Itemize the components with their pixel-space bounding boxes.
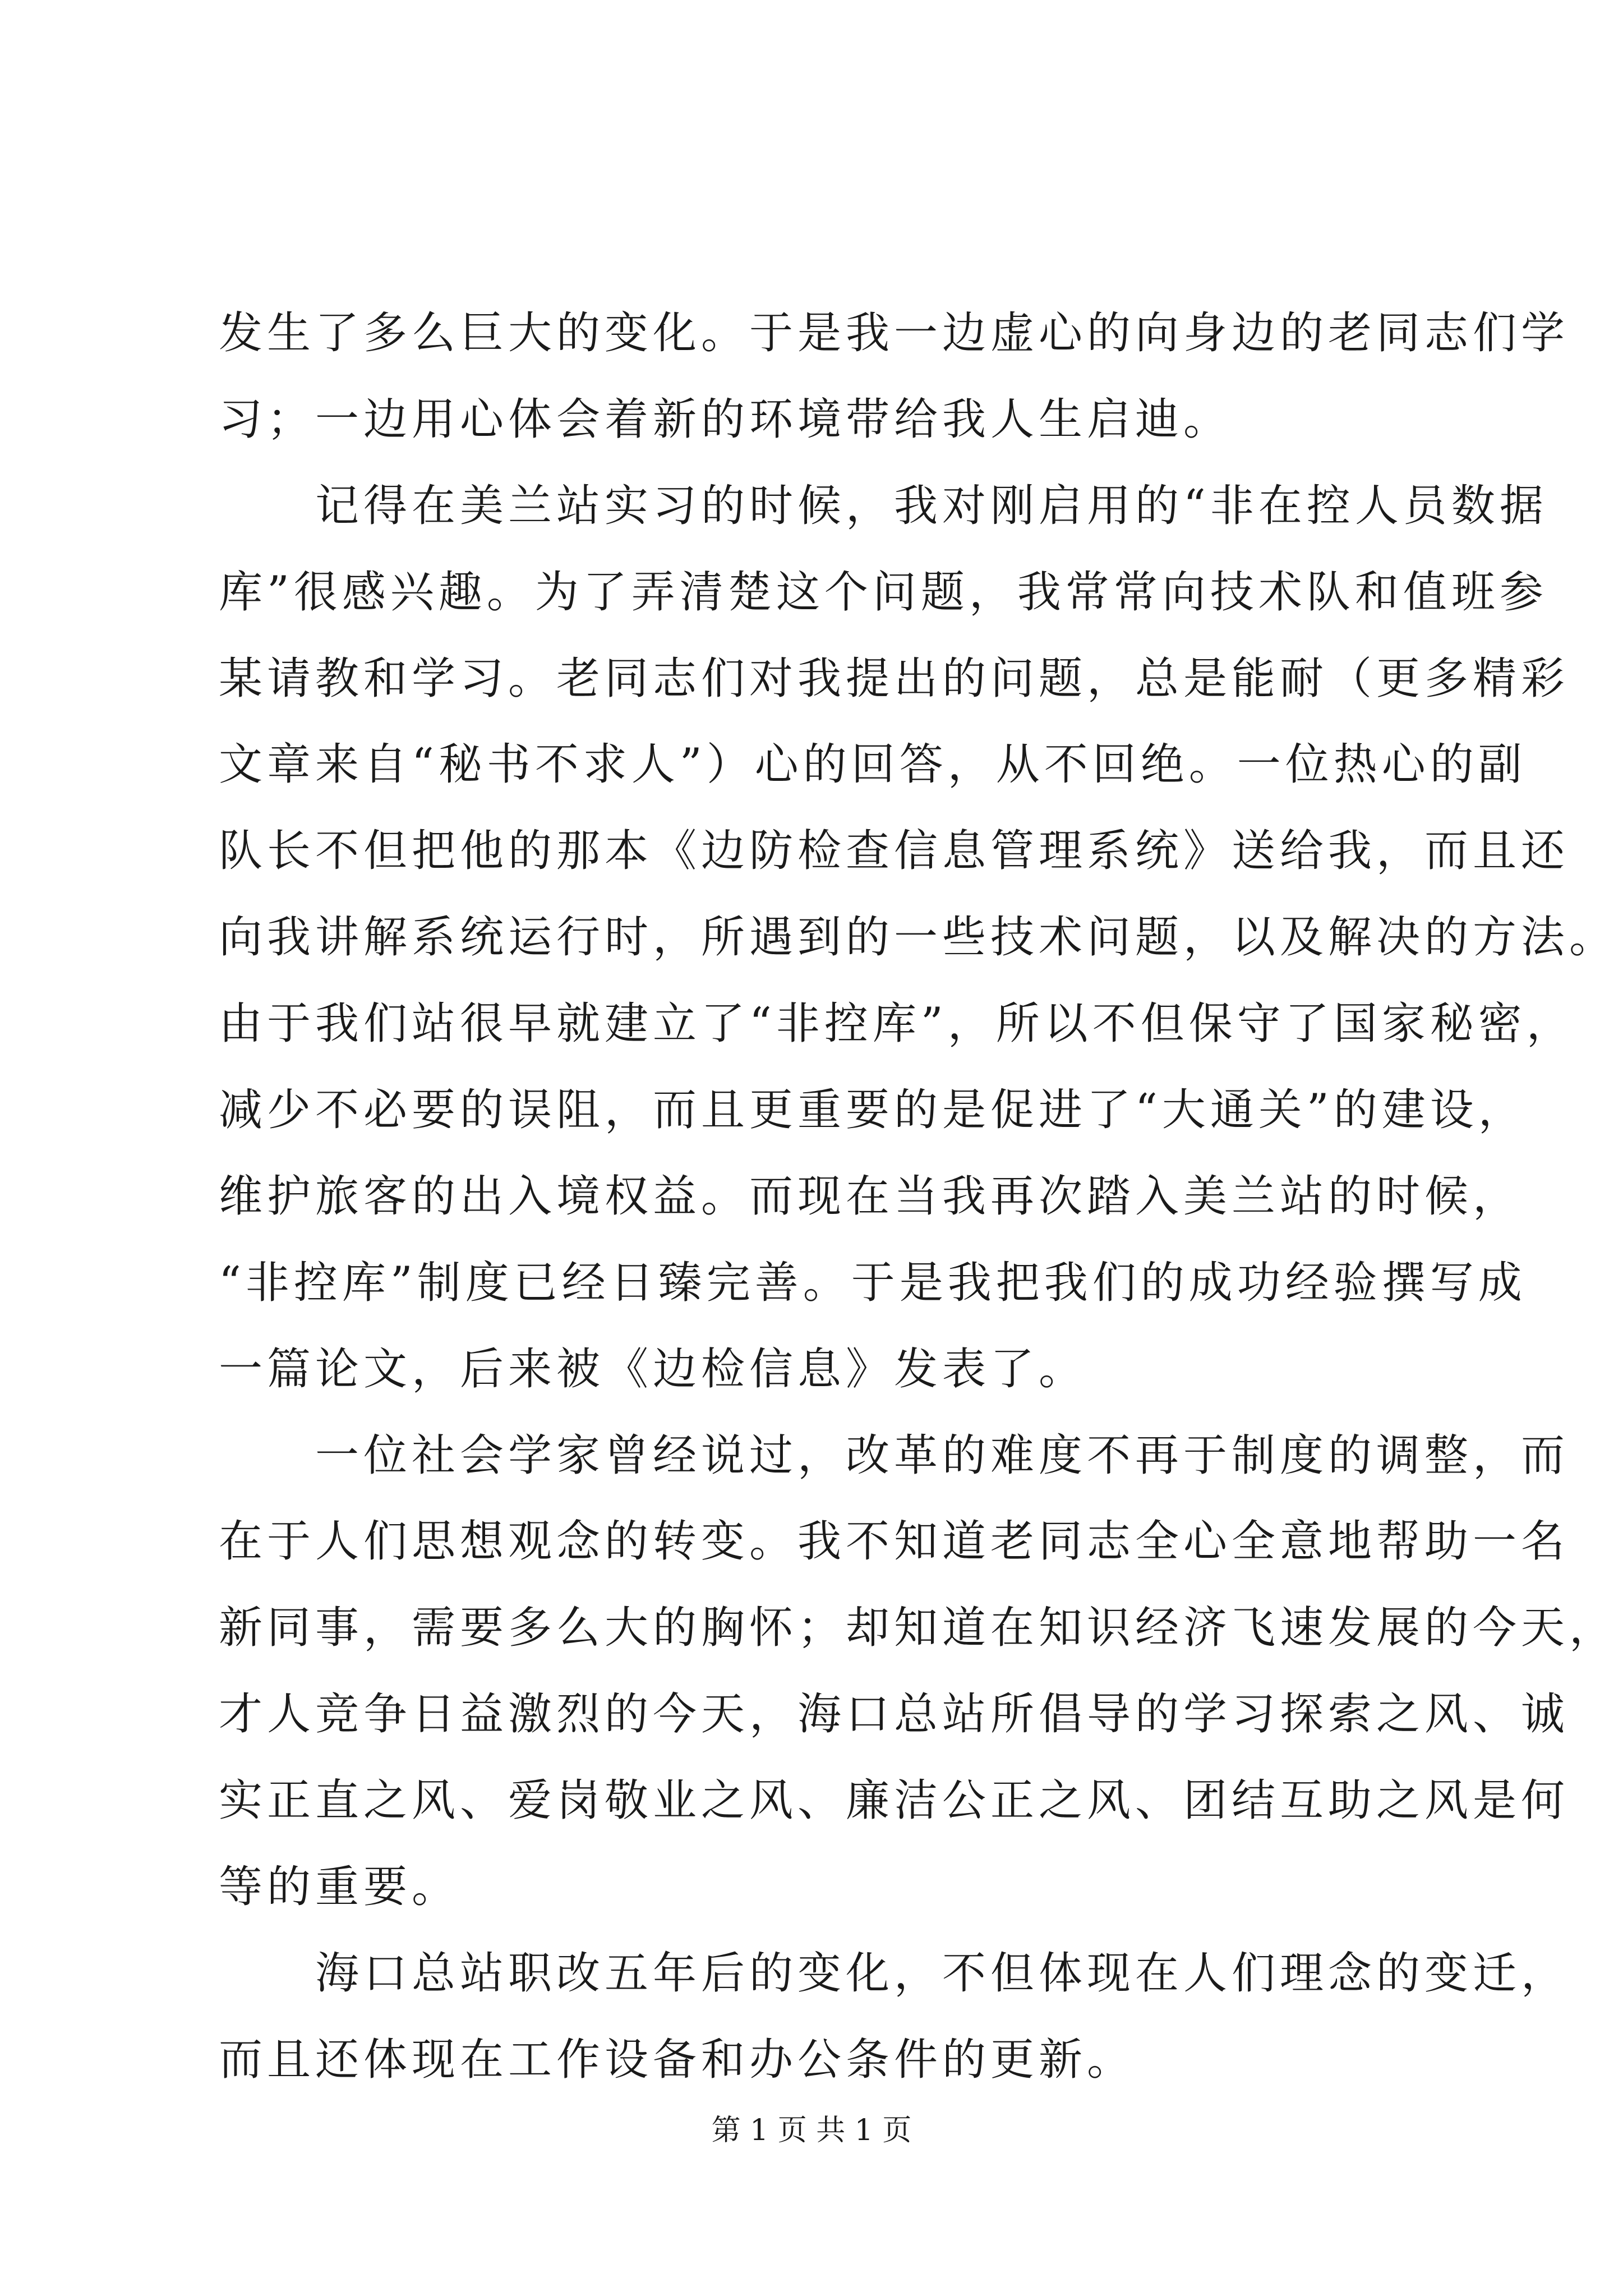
page-number: 第 1 页 共 1 页 <box>711 2114 912 2147</box>
text-line: 向我讲解系统运行时，所遇到的一些技术问题，以及解决的方法。 <box>219 912 1618 963</box>
text-line: 等的重要。 <box>219 1862 460 1913</box>
page-footer <box>0 2113 1623 2149</box>
text-line: 文章来自“秘书不求人”）心的回答，从不回绝。一位热心的副 <box>219 739 1527 790</box>
text-line: 一篇论文，后来被《边检信息》发表了。 <box>219 1343 1087 1395</box>
text-line: 减少不必要的误阻，而且更重要的是促进了“大通关”的建设， <box>219 1085 1527 1136</box>
text-line: 一位社会学家曾经说过，改革的难度不再于制度的调整，而 <box>219 1430 1570 1481</box>
text-line: 某请教和学习。老同志们对我提出的问题，总是能耐（更多精彩 <box>219 653 1570 704</box>
document-body <box>219 303 1618 2116</box>
text-line: 才人竞争日益激烈的今天，海口总站所倡导的学习探索之风、诚 <box>219 1689 1570 1740</box>
text-line: 在于人们思想观念的转变。我不知道老同志全心全意地帮助一名 <box>219 1516 1570 1567</box>
text-line: 习；一边用心体会着新的环境带给我人生启迪。 <box>219 394 1232 445</box>
text-line: 记得在美兰站实习的时候，我对刚启用的“非在控人员数据 <box>219 480 1548 531</box>
text-line: 发生了多么巨大的变化。于是我一边虚心的向身边的老同志们学 <box>219 308 1570 358</box>
text-line: 由于我们站很早就建立了“非控库”，所以不但保守了国家秘密， <box>219 999 1575 1050</box>
text-line: 实正直之风、爱岗敬业之风、廉洁公正之风、团结互助之风是何 <box>219 1775 1570 1826</box>
text-line: 队长不但把他的那本《边防检查信息管理系统》送给我，而且还 <box>219 826 1570 877</box>
text-line: 海口总站职改五年后的变化，不但体现在人们理念的变迁， <box>219 1948 1570 1999</box>
text-line: 而且还体现在工作设备和办公条件的更新。 <box>219 2034 1136 2085</box>
text-line: 维护旅客的出入境权益。而现在当我再次踏入美兰站的时候， <box>219 1171 1521 1222</box>
text-line: “非控库”制度已经日臻完善。于是我把我们的成功经验撰写成 <box>219 1257 1527 1308</box>
text-line: 新同事，需要多么大的胸怀；却知道在知识经济飞速发展的今天， <box>219 1603 1618 1654</box>
text-line: 库”很感兴趣。为了弄清楚这个问题，我常常向技术队和值班参 <box>219 567 1548 618</box>
